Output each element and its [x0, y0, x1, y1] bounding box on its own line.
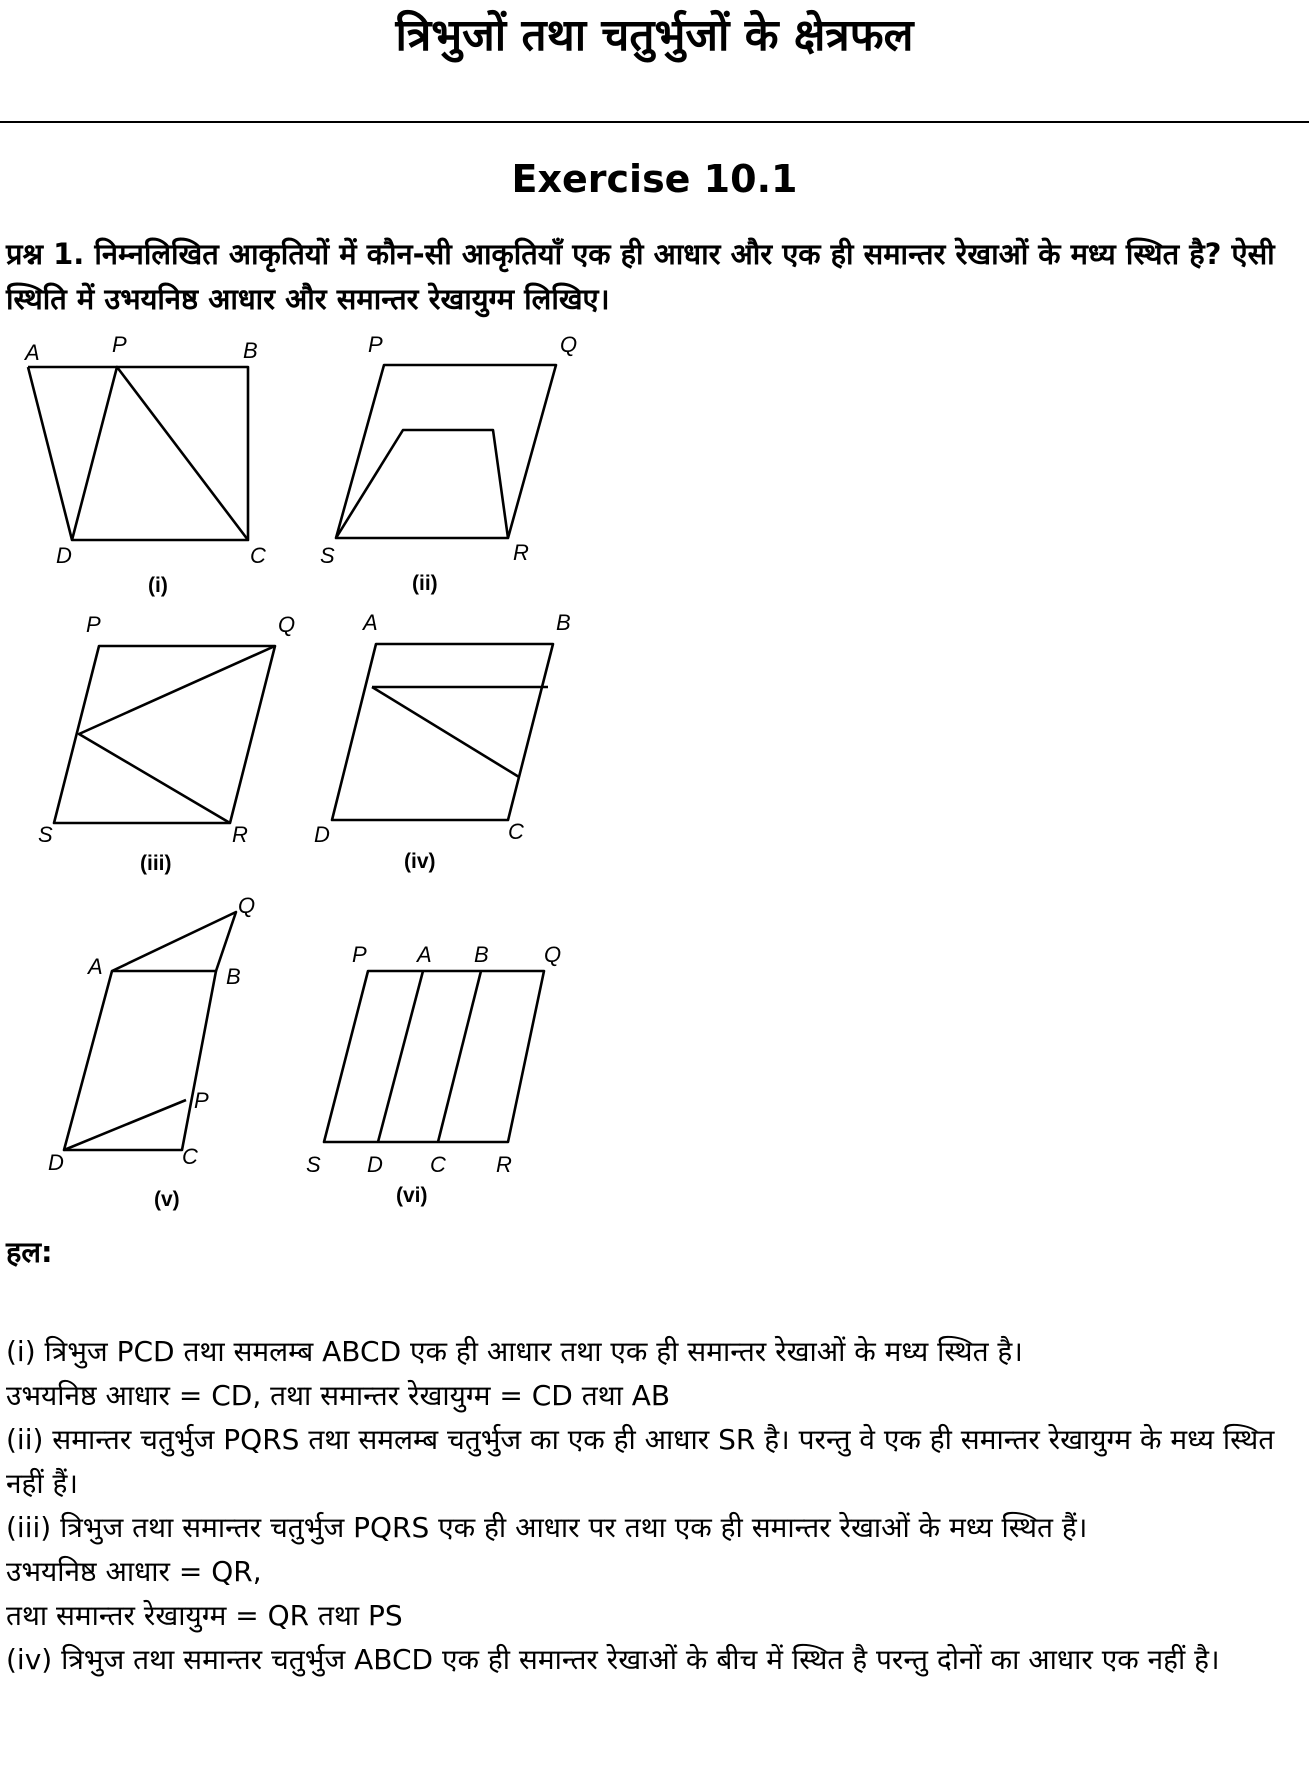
answer-line: (iv) त्रिभुज तथा समान्तर चतुर्भुज ABCD एक ही समान्तर रेखाओं के बीच में स्थित है परन्तु दोनों का आधार एक नहीं है।: [6, 1643, 1220, 1676]
answer-line: उभयनिष्ठ आधार = CD, तथा समान्तर रेखायुग्म = CD तथा AB: [6, 1379, 671, 1412]
fig5-label: D: [48, 1150, 64, 1175]
fig3-label: R: [232, 822, 248, 847]
answer-line: (i) त्रिभुज PCD तथा समलम्ब ABCD एक ही आधार तथा एक ही समान्तर रेखाओं के मध्य स्थित है।: [6, 1335, 1023, 1368]
figure-ii: [320, 332, 577, 595]
fig6-label: R: [496, 1152, 512, 1177]
fig6-label: D: [367, 1152, 383, 1177]
solution-heading: हल:: [6, 1235, 53, 1269]
answer-line: (ii) समान्तर चतुर्भुज PQRS तथा समलम्ब चतुर्भुज का एक ही आधार SR है। परन्तु वे एक ही समान्तर रेखायुग्म के मध्य स्थित नहीं हैं।: [6, 1423, 1275, 1500]
fig4-diagonal: [372, 687, 519, 777]
fig1-label: P: [112, 332, 127, 357]
fig2-label: R: [513, 540, 529, 565]
fig6-label: B: [474, 942, 489, 967]
fig5-label: Q: [238, 893, 256, 918]
figure-vi: [306, 942, 561, 1207]
fig1-caption: (i): [148, 574, 168, 597]
fig5-upper-triangle: [112, 912, 236, 971]
fig6-label: P: [352, 942, 367, 967]
fig5-label: C: [182, 1144, 198, 1169]
title-divider: [0, 121, 1309, 123]
fig3-label: Q: [278, 612, 296, 637]
fig4-label: C: [508, 819, 524, 844]
exercise-heading: Exercise 10.1: [511, 157, 798, 201]
fig6-label: C: [430, 1152, 446, 1177]
fig6-label: Q: [544, 942, 562, 967]
fig2-label: Q: [560, 332, 578, 357]
fig6-segment-bc: [438, 971, 481, 1142]
fig3-label: P: [86, 612, 101, 637]
answer-line: (iii) त्रिभुज तथा समान्तर चतुर्भुज PQRS एक ही आधार पर तथा एक ही समान्तर रेखाओं के मध्य स्थित हैं।: [6, 1511, 1088, 1544]
fig3-parallelogram: [54, 646, 275, 823]
fig1-label: A: [25, 340, 40, 365]
fig5-label: P: [194, 1088, 209, 1113]
fig4-label: A: [363, 610, 378, 635]
fig6-label: A: [417, 942, 432, 967]
fig2-label: P: [368, 332, 383, 357]
fig3-caption: (iii): [140, 852, 172, 875]
fig2-caption: (ii): [412, 572, 438, 595]
fig4-label: D: [314, 822, 330, 847]
fig5-label: A: [88, 954, 103, 979]
fig4-parallelogram: [332, 644, 553, 820]
fig2-label: S: [320, 543, 335, 568]
fig1-triangle: [72, 367, 248, 540]
figure-iv: [314, 610, 571, 873]
fig3-triangle: [79, 646, 275, 823]
figure-iii: [38, 612, 295, 875]
fig3-label: S: [38, 822, 53, 847]
question-text: प्रश्न 1. निम्नलिखित आकृतियों में कौन-सी आकृतियाँ एक ही आधार और एक ही समान्तर रेखाओं के मध्य स्थित है? ऐसी स्थिति में उभयनिष्ठ आधार और समान्तर रेखायुग्म लिखिए।: [6, 237, 1275, 316]
geometry-figures: [20, 330, 610, 1230]
solution-answers: [6, 1330, 1296, 1682]
fig6-segment-ad: [378, 971, 423, 1142]
fig2-parallelogram: [336, 365, 556, 538]
fig6-caption: (vi): [396, 1184, 428, 1207]
fig5-label: B: [226, 964, 241, 989]
fig6-label: S: [306, 1152, 321, 1177]
fig5-lower-line: [64, 1100, 186, 1150]
fig1-label: D: [56, 543, 72, 568]
page-title: त्रिभुजों तथा चतुर्भुजों के क्षेत्रफल: [395, 10, 914, 61]
fig1-label: C: [250, 543, 266, 568]
figure-i: [23, 332, 266, 597]
fig5-caption: (v): [154, 1188, 180, 1211]
fig4-caption: (iv): [404, 850, 436, 873]
fig6-parallelogram: [324, 971, 544, 1142]
answer-line: उभयनिष्ठ आधार = QR,: [6, 1555, 262, 1588]
figures-svg: [20, 330, 610, 1230]
answer-line: तथा समान्तर रेखायुग्म = QR तथा PS: [6, 1599, 403, 1632]
figure-v: [48, 893, 255, 1211]
fig4-label: B: [556, 610, 571, 635]
fig1-label: B: [243, 338, 258, 363]
fig5-parallelogram: [64, 971, 216, 1150]
